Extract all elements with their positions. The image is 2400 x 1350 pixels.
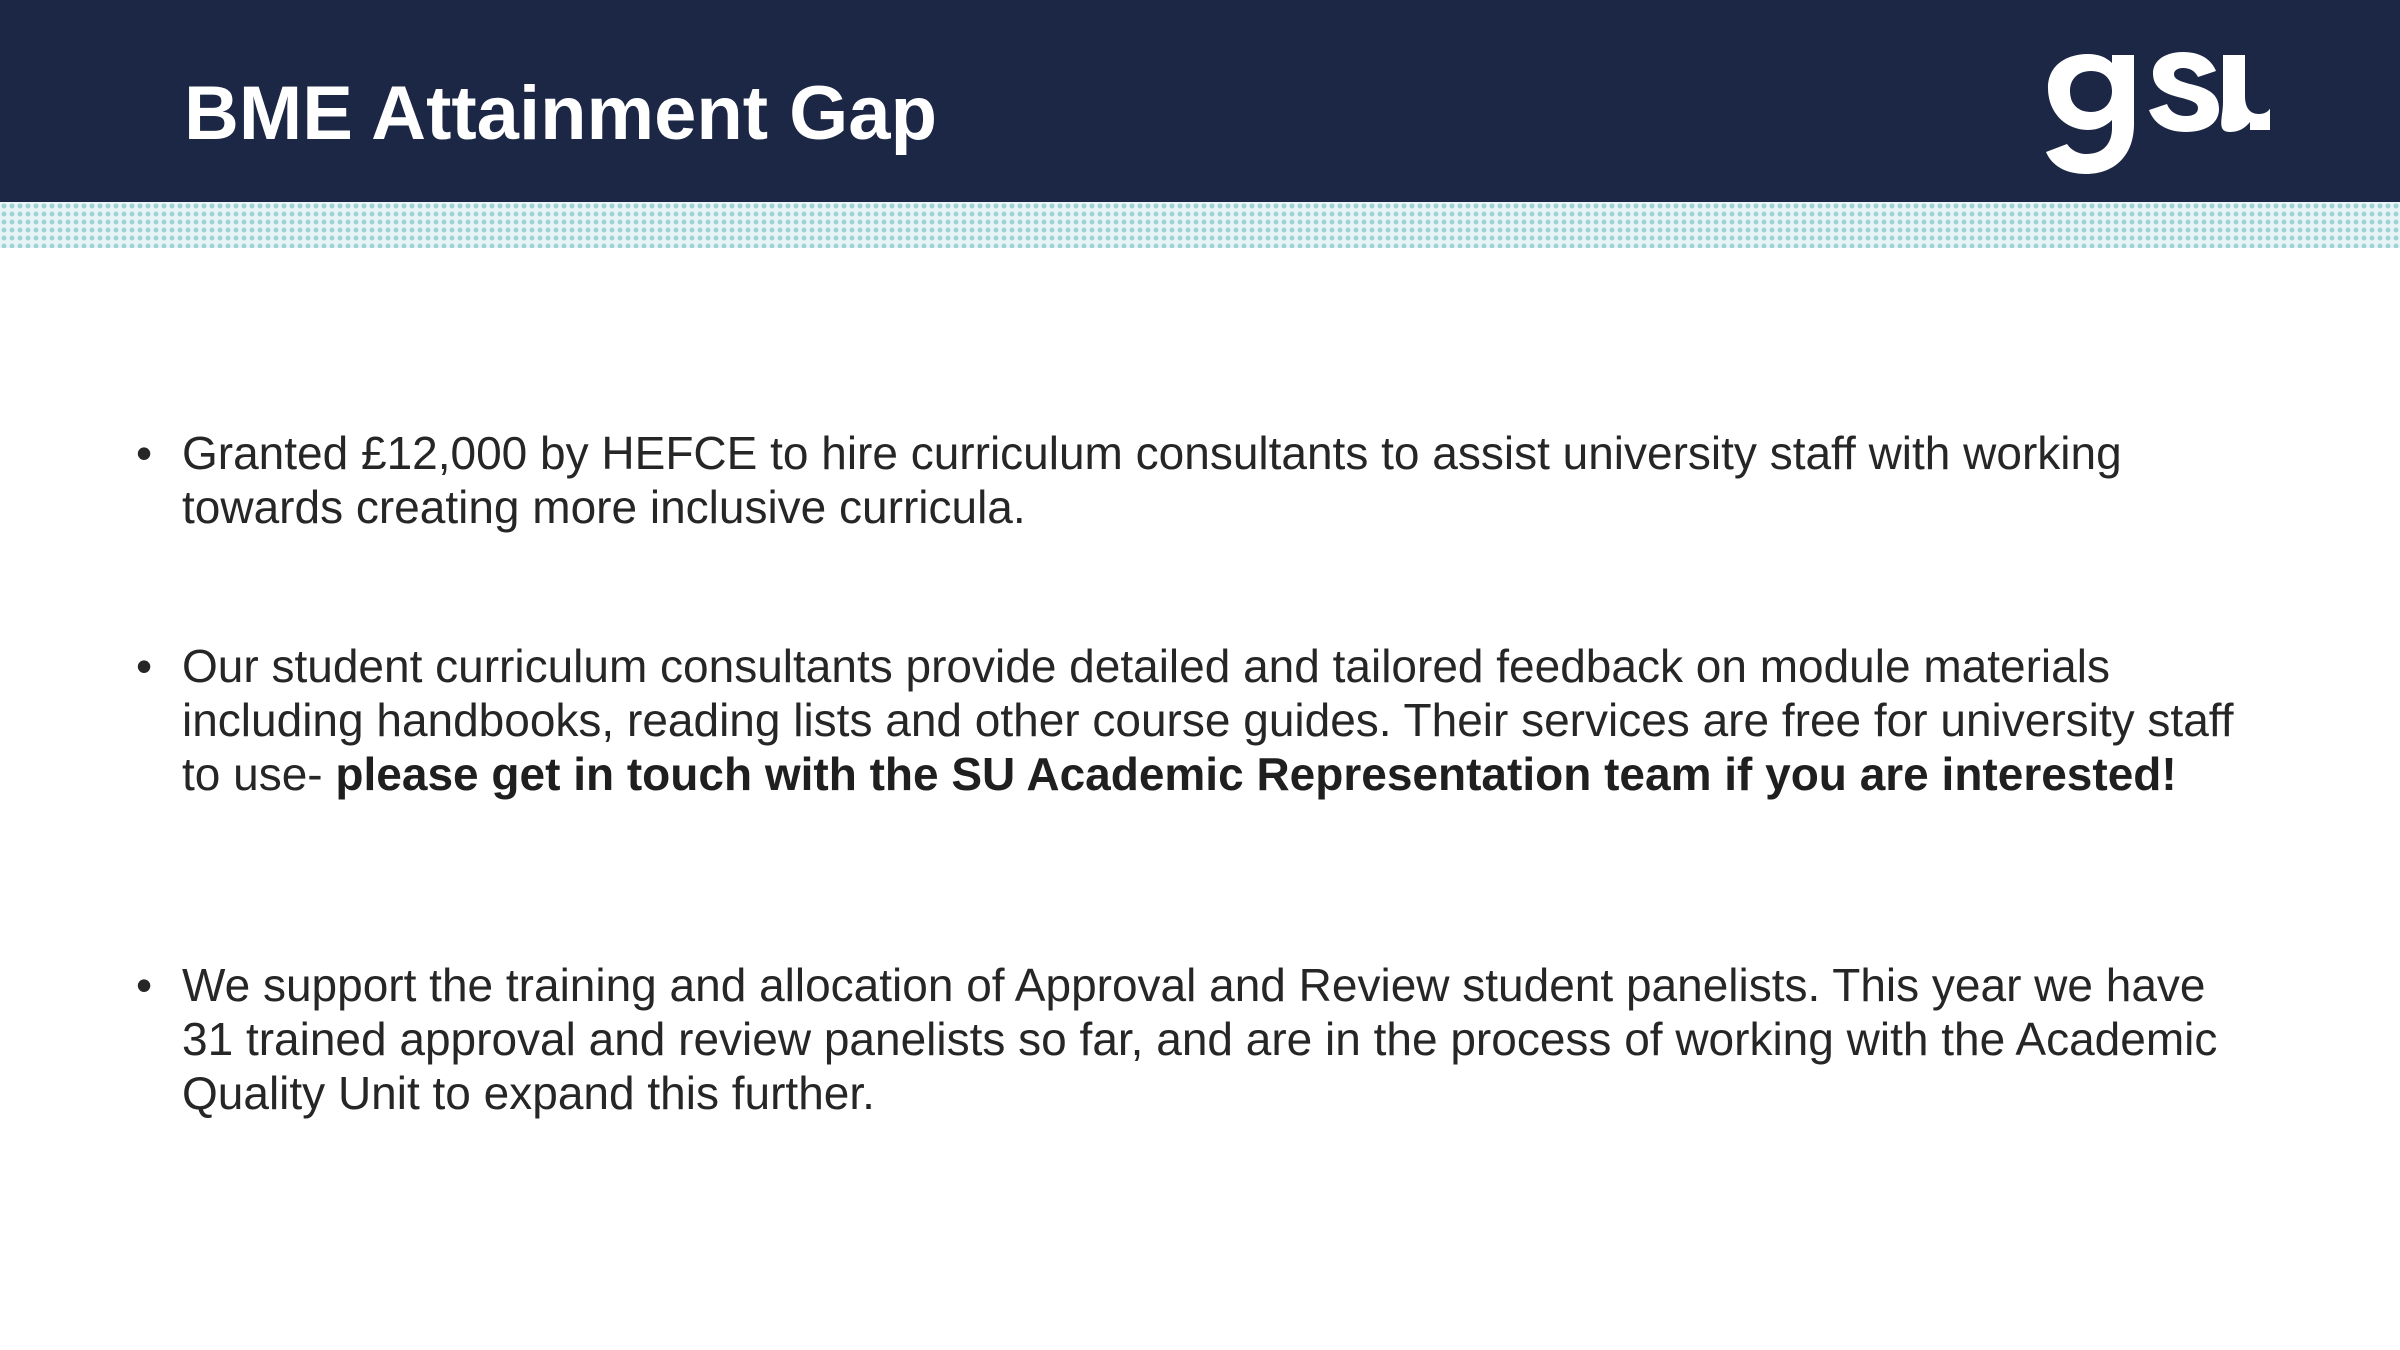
bullet-text xyxy=(182,426,2236,534)
bullet-item-curriculum-consultants xyxy=(136,639,2236,801)
bullet-dot-icon: • xyxy=(136,959,153,1011)
bullet-item-hefce-grant xyxy=(136,426,2236,534)
bullet-body: Granted £12,000 by HEFCE to hire curriculum consultants to assist university staff with working towards creating more inclusive curricula. xyxy=(182,427,2122,533)
slide-title: BME Attainment Gap xyxy=(184,71,937,156)
bullet-dot-icon: • xyxy=(136,640,153,692)
bullet-text xyxy=(182,958,2236,1120)
header-band xyxy=(0,0,2400,202)
dotted-pattern-strip xyxy=(0,202,2400,248)
gsu-logo xyxy=(2040,46,2270,186)
bullet-item-student-panelists xyxy=(136,958,2236,1120)
bullet-body: We support the training and allocation of Approval and Review student panelists. This year we have 31 trained approval and review panelists so far, and are in the process of working with the Academic Quality Unit to expand this further. xyxy=(182,959,2218,1119)
bullet-text xyxy=(182,639,2236,801)
bullet-bold-callout: please get in touch with the SU Academic Representation team if you are interested! xyxy=(335,748,2177,800)
bullet-body: Our student curriculum consultants provide detailed and tailored feedback on module materials including handbooks, reading lists and other course guides. Their services are free for university staff to use- xyxy=(182,640,2234,800)
bullet-dot-icon: • xyxy=(136,427,153,479)
